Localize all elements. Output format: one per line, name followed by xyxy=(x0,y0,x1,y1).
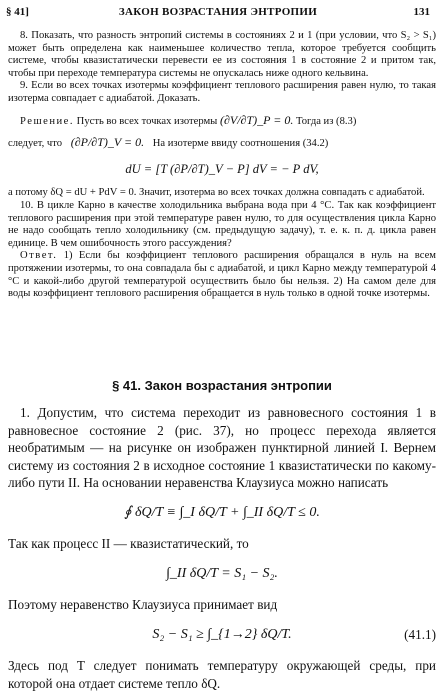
solution-text-5: а потому δQ = dU + PdV = 0. Значит, изотерма во всех точках должна совпадать с адиабатой. xyxy=(8,187,425,199)
solution-label: Решение. xyxy=(20,115,75,127)
equation-3-row xyxy=(8,626,436,644)
solution-eq-2: (∂P/∂T)_V = 0. xyxy=(70,135,145,150)
answer-paragraph xyxy=(8,250,436,300)
problem-10: 10. В цикле Карно в качестве холодильника выбрана вода при 4 °С. Так как коэффициент теплового расширения при этой температуре равен нулю, то для осуществления цикла Карно не надо сообщать тепло холодильнику (см. предыдущую задачу), т. е. к. п. д. цикла равен единице. В чем ошибочность этого рассуждения? xyxy=(8,199,436,249)
section-paragraph-4: Здесь под T следует понимать температуру окружающей среды, при которой она отдает системе тепло δQ. xyxy=(8,658,436,691)
answer-text: 1) Если бы коэффициент теплового расширения обращался в нуль на всем протяжении изотермы, то она совпадала бы с адиабатой, и цикл Карно между температурой 4 °С и какой-либо другой температурой осуществить было бы нельзя. 2) На самом деле для воды коэффициент теплового расширения обращается в нуль только в одной точке изотермы. xyxy=(8,250,436,300)
page-number: 131 xyxy=(413,6,430,18)
equation-1: ∮ δQ/T ≡ ∫_I δQ/T + ∫_II δQ/T ≤ 0. xyxy=(124,504,320,520)
section-paragraph-2: Так как процесс II — квазистатический, то xyxy=(8,536,249,551)
section-paragraph-1: 1. Допустим, что система переходит из равновесного состояния 1 в равновесное состояние 2 (рис. 37), но процесс перехода является необратимым — на рисунке он изображен пунктирной линией I. Вернем систему из состояния 2 в исходное состояние 1 квазистатически по какому-либо пути II. На основании неравенства Клаузиуса можно написать xyxy=(8,405,436,490)
solution-line-1 xyxy=(8,114,436,129)
problem-9: 9. Если во всех точках изотермы коэффициент теплового расширения равен нулю, то такая изотерма совпадает с адиабатой. Доказать. xyxy=(8,80,436,104)
section-body xyxy=(8,404,436,692)
equation-3-number: (41.1) xyxy=(404,626,436,642)
problems-block xyxy=(8,30,436,301)
solution-text-3: следует, что xyxy=(8,138,63,150)
header-section-ref: § 41] xyxy=(6,6,29,18)
equation-2: ∫_II δQ/T = S₁ − S₂. xyxy=(166,565,278,581)
solution-eq-1: (∂V/∂T)_P = 0. xyxy=(219,112,294,127)
problem-8: 8. Показать, что разность энтропий системы в состояниях 2 и 1 (при условии, что S₂ > S₁) может быть определена как наименьшее количество тепла, которое требуется сообщить системе, чтобы квазистатически перевести ее из состояния 1 в состояние 2 и притом так, чтобы при переходе температура системы не опускалась ниже одного кельвина. xyxy=(8,30,436,79)
running-header xyxy=(6,2,430,22)
solution-line-2 xyxy=(8,136,436,151)
solution-eq-3: dU = [T (∂P/∂T)_V − P] dV = − P dV, xyxy=(125,161,319,176)
section-title: § 41. Закон возрастания энтропии xyxy=(112,378,332,393)
answer-label: Ответ. xyxy=(20,250,58,262)
equation-3: S₂ − S₁ ≥ ∫_{1→2} δQ/T. xyxy=(152,626,292,642)
solution-text-4: На изотерме ввиду соотношения (34.2) xyxy=(152,138,329,150)
solution-text-1: Пусть во всех точках изотермы xyxy=(76,115,218,127)
section-paragraph-3: Поэтому неравенство Клаузиуса принимает вид xyxy=(8,597,278,612)
solution-text-2: Тогда из (8.3) xyxy=(296,115,357,127)
header-title: ЗАКОН ВОЗРАСТАНИЯ ЭНТРОПИИ xyxy=(118,6,318,18)
